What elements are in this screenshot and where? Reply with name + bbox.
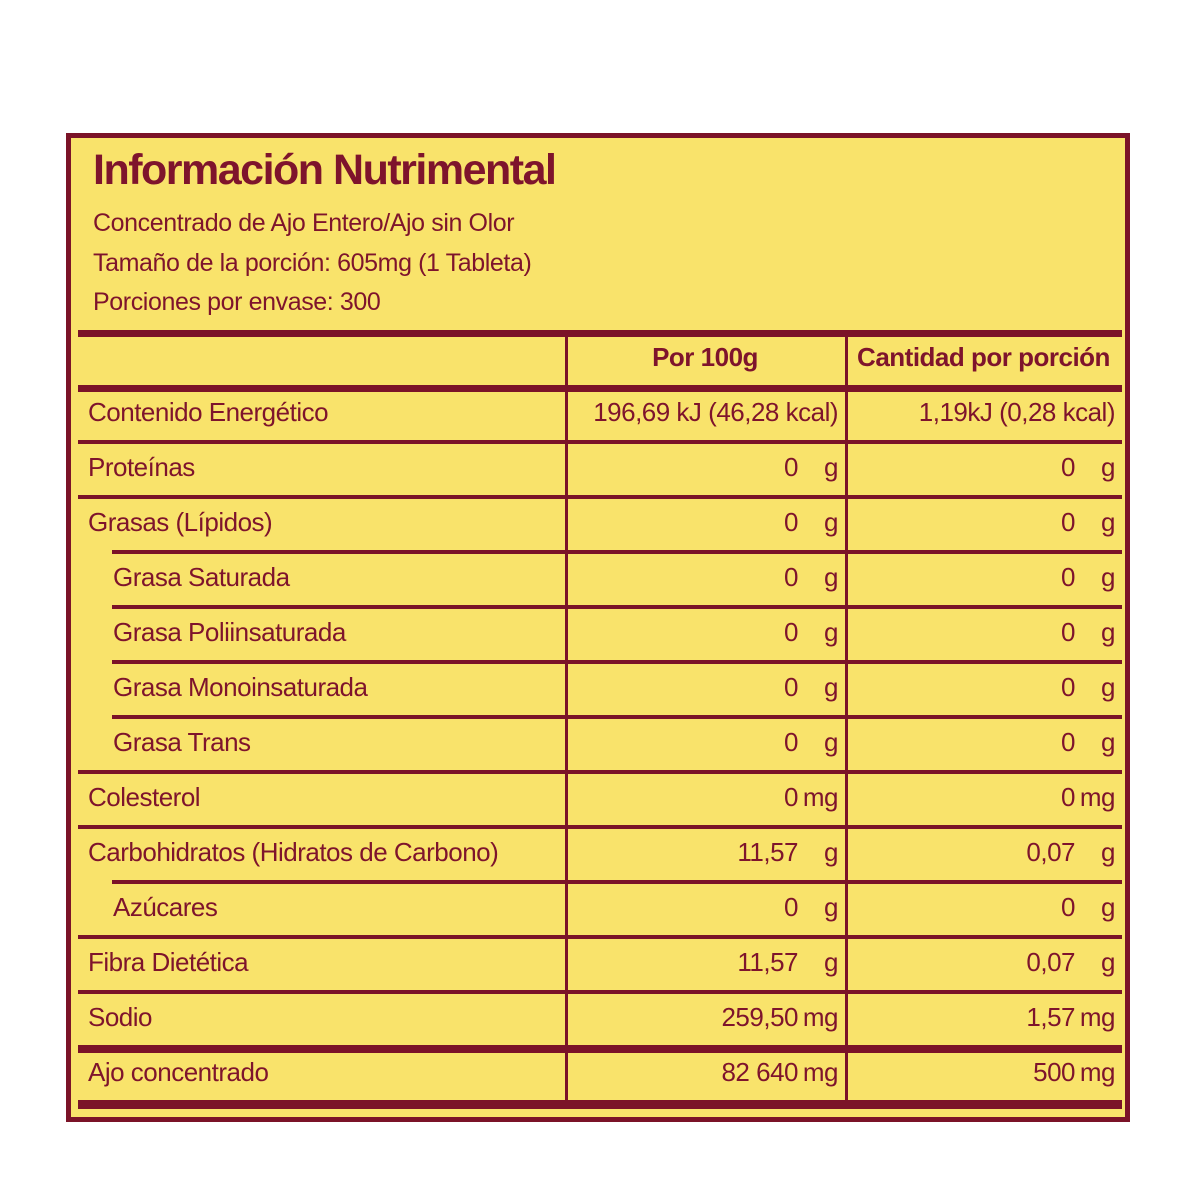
value: 196,69 kJ (46,28 kcal) xyxy=(593,397,838,427)
nutrient-name: Grasa Trans xyxy=(113,727,251,757)
nutrient-name: Grasa Monoinsaturada xyxy=(113,672,368,702)
value: 0 xyxy=(784,892,798,922)
value: 0 xyxy=(784,782,798,812)
unit: g xyxy=(824,562,838,592)
value-per-100g xyxy=(565,550,845,605)
nutrition-label xyxy=(66,133,1130,1122)
unit: g xyxy=(824,727,838,757)
value-per-portion xyxy=(845,550,1122,605)
value: 0 xyxy=(784,452,798,482)
value: 259,50 xyxy=(721,1002,798,1032)
unit: g xyxy=(824,837,838,867)
unit: g xyxy=(1101,892,1115,922)
column-header-per-100g: Por 100g xyxy=(652,342,758,372)
value: 0 xyxy=(1061,892,1075,922)
value: 500 xyxy=(1033,1057,1075,1087)
product-name: Concentrado de Ajo Entero/Ajo sin Olor xyxy=(93,209,515,237)
table-row xyxy=(78,1045,1122,1100)
nutrient-name: Azúcares xyxy=(113,892,218,922)
page-title: Información Nutrimental xyxy=(93,146,556,194)
table-row xyxy=(78,660,1122,715)
value: 82 640 xyxy=(721,1057,798,1087)
value: 0 xyxy=(784,617,798,647)
table-row xyxy=(78,605,1122,660)
unit: g xyxy=(824,892,838,922)
unit: g xyxy=(1101,672,1115,702)
value: 0 xyxy=(1061,452,1075,482)
value: 11,57 xyxy=(737,837,798,867)
table-header-row xyxy=(78,330,1122,385)
unit: g xyxy=(824,617,838,647)
table-row xyxy=(78,935,1122,990)
value-per-portion xyxy=(845,770,1122,825)
table-row xyxy=(78,440,1122,495)
table-row xyxy=(78,825,1122,880)
table-row xyxy=(78,715,1122,770)
unit: mg xyxy=(1079,782,1115,812)
value-per-100g xyxy=(565,770,845,825)
value-per-100g xyxy=(565,825,845,880)
value: 0,07 xyxy=(1026,947,1075,977)
value: 0,07 xyxy=(1026,837,1075,867)
label-header xyxy=(93,144,555,323)
table-row xyxy=(78,990,1122,1045)
unit: g xyxy=(1101,727,1115,757)
value: 0 xyxy=(1061,672,1075,702)
nutrient-name: Grasa Poliinsaturada xyxy=(113,617,346,647)
table-bottom-rule xyxy=(78,1100,1122,1109)
nutrition-table xyxy=(78,330,1122,1109)
value-per-100g xyxy=(565,605,845,660)
value-per-portion xyxy=(845,825,1122,880)
value: 0 xyxy=(784,672,798,702)
nutrient-name: Colesterol xyxy=(88,782,201,812)
unit: mg xyxy=(802,782,838,812)
value: 11,57 xyxy=(737,947,798,977)
value-per-100g xyxy=(565,495,845,550)
unit: g xyxy=(1101,562,1115,592)
value-per-portion xyxy=(845,605,1122,660)
value: 0 xyxy=(1061,782,1075,812)
unit: g xyxy=(824,507,838,537)
value-per-portion xyxy=(845,990,1122,1045)
value-per-100g xyxy=(565,990,845,1045)
nutrient-name: Proteínas xyxy=(88,452,195,482)
table-row xyxy=(78,880,1122,935)
unit: g xyxy=(1101,837,1115,867)
unit: g xyxy=(1101,507,1115,537)
table-row xyxy=(78,495,1122,550)
value: 0 xyxy=(1061,617,1075,647)
value-per-100g xyxy=(565,935,845,990)
value-per-100g xyxy=(565,715,845,770)
label-subtitles xyxy=(93,204,555,323)
nutrient-name: Grasa Saturada xyxy=(113,562,290,592)
unit: mg xyxy=(802,1057,838,1087)
value-per-portion xyxy=(845,715,1122,770)
value: 0 xyxy=(1061,507,1075,537)
column-header-empty xyxy=(78,330,565,385)
unit: mg xyxy=(802,1002,838,1032)
value-per-100g xyxy=(565,880,845,935)
unit: g xyxy=(1101,617,1115,647)
table-row xyxy=(78,770,1122,825)
nutrient-name: Ajo concentrado xyxy=(88,1057,269,1087)
value: 0 xyxy=(1061,562,1075,592)
value-per-portion xyxy=(845,660,1122,715)
unit: g xyxy=(1101,452,1115,482)
nutrient-name: Sodio xyxy=(88,1002,152,1032)
value-per-portion xyxy=(845,495,1122,550)
value: 1,57 xyxy=(1026,1002,1075,1032)
value-per-100g xyxy=(565,1045,845,1100)
table-row xyxy=(78,550,1122,605)
value: 1,19kJ (0,28 kcal) xyxy=(918,397,1115,427)
unit: g xyxy=(824,452,838,482)
nutrient-name: Contenido Energético xyxy=(88,397,329,427)
table-row xyxy=(78,385,1122,440)
value: 0 xyxy=(784,727,798,757)
unit: mg xyxy=(1079,1002,1115,1032)
value: 0 xyxy=(1061,727,1075,757)
serving-size: Tamaño de la porción: 605mg (1 Tableta) xyxy=(93,248,532,277)
nutrient-name: Fibra Dietética xyxy=(88,947,249,977)
value-per-portion xyxy=(845,385,1122,440)
value-per-portion xyxy=(845,440,1122,495)
value: 0 xyxy=(784,507,798,537)
servings-per-container: Porciones por envase: 300 xyxy=(93,288,381,316)
unit: g xyxy=(824,672,838,702)
value-per-portion xyxy=(845,1045,1122,1100)
unit: g xyxy=(1101,947,1115,977)
value-per-100g xyxy=(565,385,845,440)
value-per-100g xyxy=(565,660,845,715)
nutrient-name: Grasas (Lípidos) xyxy=(88,507,273,537)
nutrient-name: Carbohidratos (Hidratos de Carbono) xyxy=(88,837,499,867)
column-header-per-portion: Cantidad por porción xyxy=(857,342,1110,372)
value-per-portion xyxy=(845,880,1122,935)
unit: mg xyxy=(1079,1057,1115,1087)
unit: g xyxy=(824,947,838,977)
value: 0 xyxy=(784,562,798,592)
value-per-100g xyxy=(565,440,845,495)
value-per-portion xyxy=(845,935,1122,990)
